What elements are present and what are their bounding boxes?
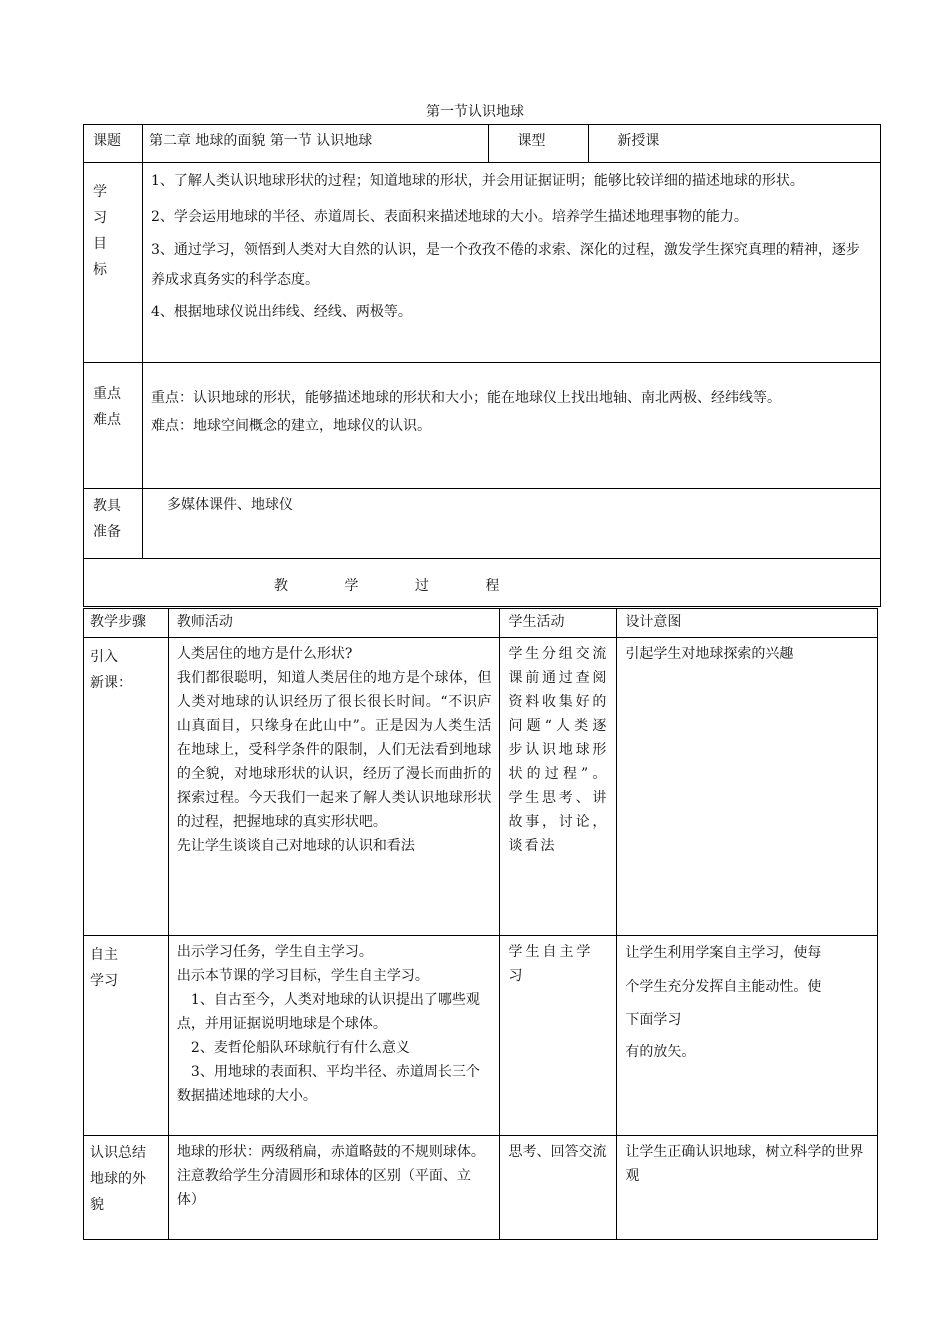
step-label: 引入 新课： [90,649,132,691]
materials-value: 多媒体课件、地球仪 [166,497,293,513]
objectives-label: 学 习 目 标 [93,184,107,278]
process-header: 教 学 过 程 [274,578,500,594]
step-label: 认识总结 地球的外 貌 [90,1145,146,1213]
teacher-activity: 人类居住的地方是什么形状? 我们都很聪明，知道人类居住的地方是个球体，但人类对地球的认识经历了很长很长时间。“不识庐山真面目，只缘身在此山中”。正是因为人类生活在地球上，受科学条件的限制，人们无法看到地球的全貌，对地球形状的认识，经历了漫长而曲折的探索过程。今天我们一起来了解人类认识地球形状的过程，把握地球的真实形状吧。 先让学生谈谈自己对地球的认识和看法 [176,646,492,854]
focus-text: 重点：认识地球的形状，能够描述地球的形状和大小；能在地球仪上找出地轴、南北两极、经纬线等。 [150,390,781,406]
page-title: 第一节认识地球 [426,104,524,120]
key-points-content [143,363,880,441]
type-value: 新授课 [617,133,660,149]
column-intent: 设计意图 [625,614,682,630]
teacher-activity: 出示学习任务，学生自主学习。 出示本节课的学习目标，学生自主学习。 1、自古至今，人类对地球的认识提出了哪些观点，并用证据说明地球是个球体。 2、麦哲伦船队环球航行有什么意义 3、用地球的表面积、平均半径、赤道周长三个数据描述地球的大小。 [176,944,480,1104]
key-points-row [84,363,881,489]
column-step: 教学步骤 [90,614,146,630]
materials-label: 教具 准备 [93,498,121,540]
type-label: 课型 [517,133,546,149]
objective-item: 3、通过学习，领悟到人类对大自然的认识，是一个孜孜不倦的求索、深化的过程，激发学生探究真理的精神，逐步养成求真务实的科学态度。 [150,242,860,288]
topic-row [84,125,881,163]
difficulty-text: 难点：地球空间概念的建立，地球仪的认识。 [150,418,431,434]
materials-row [84,489,881,559]
objective-item: 2、学会运用地球的半径、赤道周长、表面积来描述地球的大小。培养学生描述地理事物的能力。 [150,209,748,225]
student-activity: 学生自主学习 [508,944,594,984]
column-teacher: 教师活动 [176,614,233,630]
topic-label: 课题 [93,133,121,149]
process-table [83,608,878,1240]
process-row-earth-shape [84,1136,878,1240]
process-columns-row [84,609,878,638]
design-intent: 引起学生对地球探索的兴趣 [625,646,794,662]
process-row-intro [84,638,878,936]
topic-value: 第二章 地球的面貌 第一节 认识地球 [148,133,373,149]
key-points-label: 重点 难点 [93,386,121,428]
design-intent: 让学生正确认识地球，树立科学的世界观 [625,1144,864,1184]
student-activity: 学生分组交流课前通过查阅资料收集好的问题“人类逐步认识地球形状的过程”。学生思考、讲故事，讨论，谈看法 [508,646,609,854]
objective-item: 1、了解人类认识地球形状的过程；知道地球的形状，并会用证据证明；能够比较详细的描述地球的形状。 [150,173,804,189]
column-student: 学生活动 [508,614,565,630]
teacher-activity: 地球的形状：两级稍扁，赤道略鼓的不规则球体。 注意教给学生分清圆形和球体的区别（平面、立体） [176,1144,485,1208]
design-intent: 让学生利用学案自主学习，使每 个学生充分发挥自主能动性。使 下面学习 有的放矢。 [625,945,822,1060]
step-label: 自主 学习 [90,947,118,989]
objectives-list [143,163,880,333]
process-row-self-study [84,936,878,1136]
objectives-row [84,163,881,363]
lesson-info-table [83,124,881,607]
student-activity: 思考、回答交流 [508,1144,607,1160]
objective-item: 4、根据地球仪说出纬线、经线、两极等。 [150,304,412,320]
process-header-row [84,559,881,607]
